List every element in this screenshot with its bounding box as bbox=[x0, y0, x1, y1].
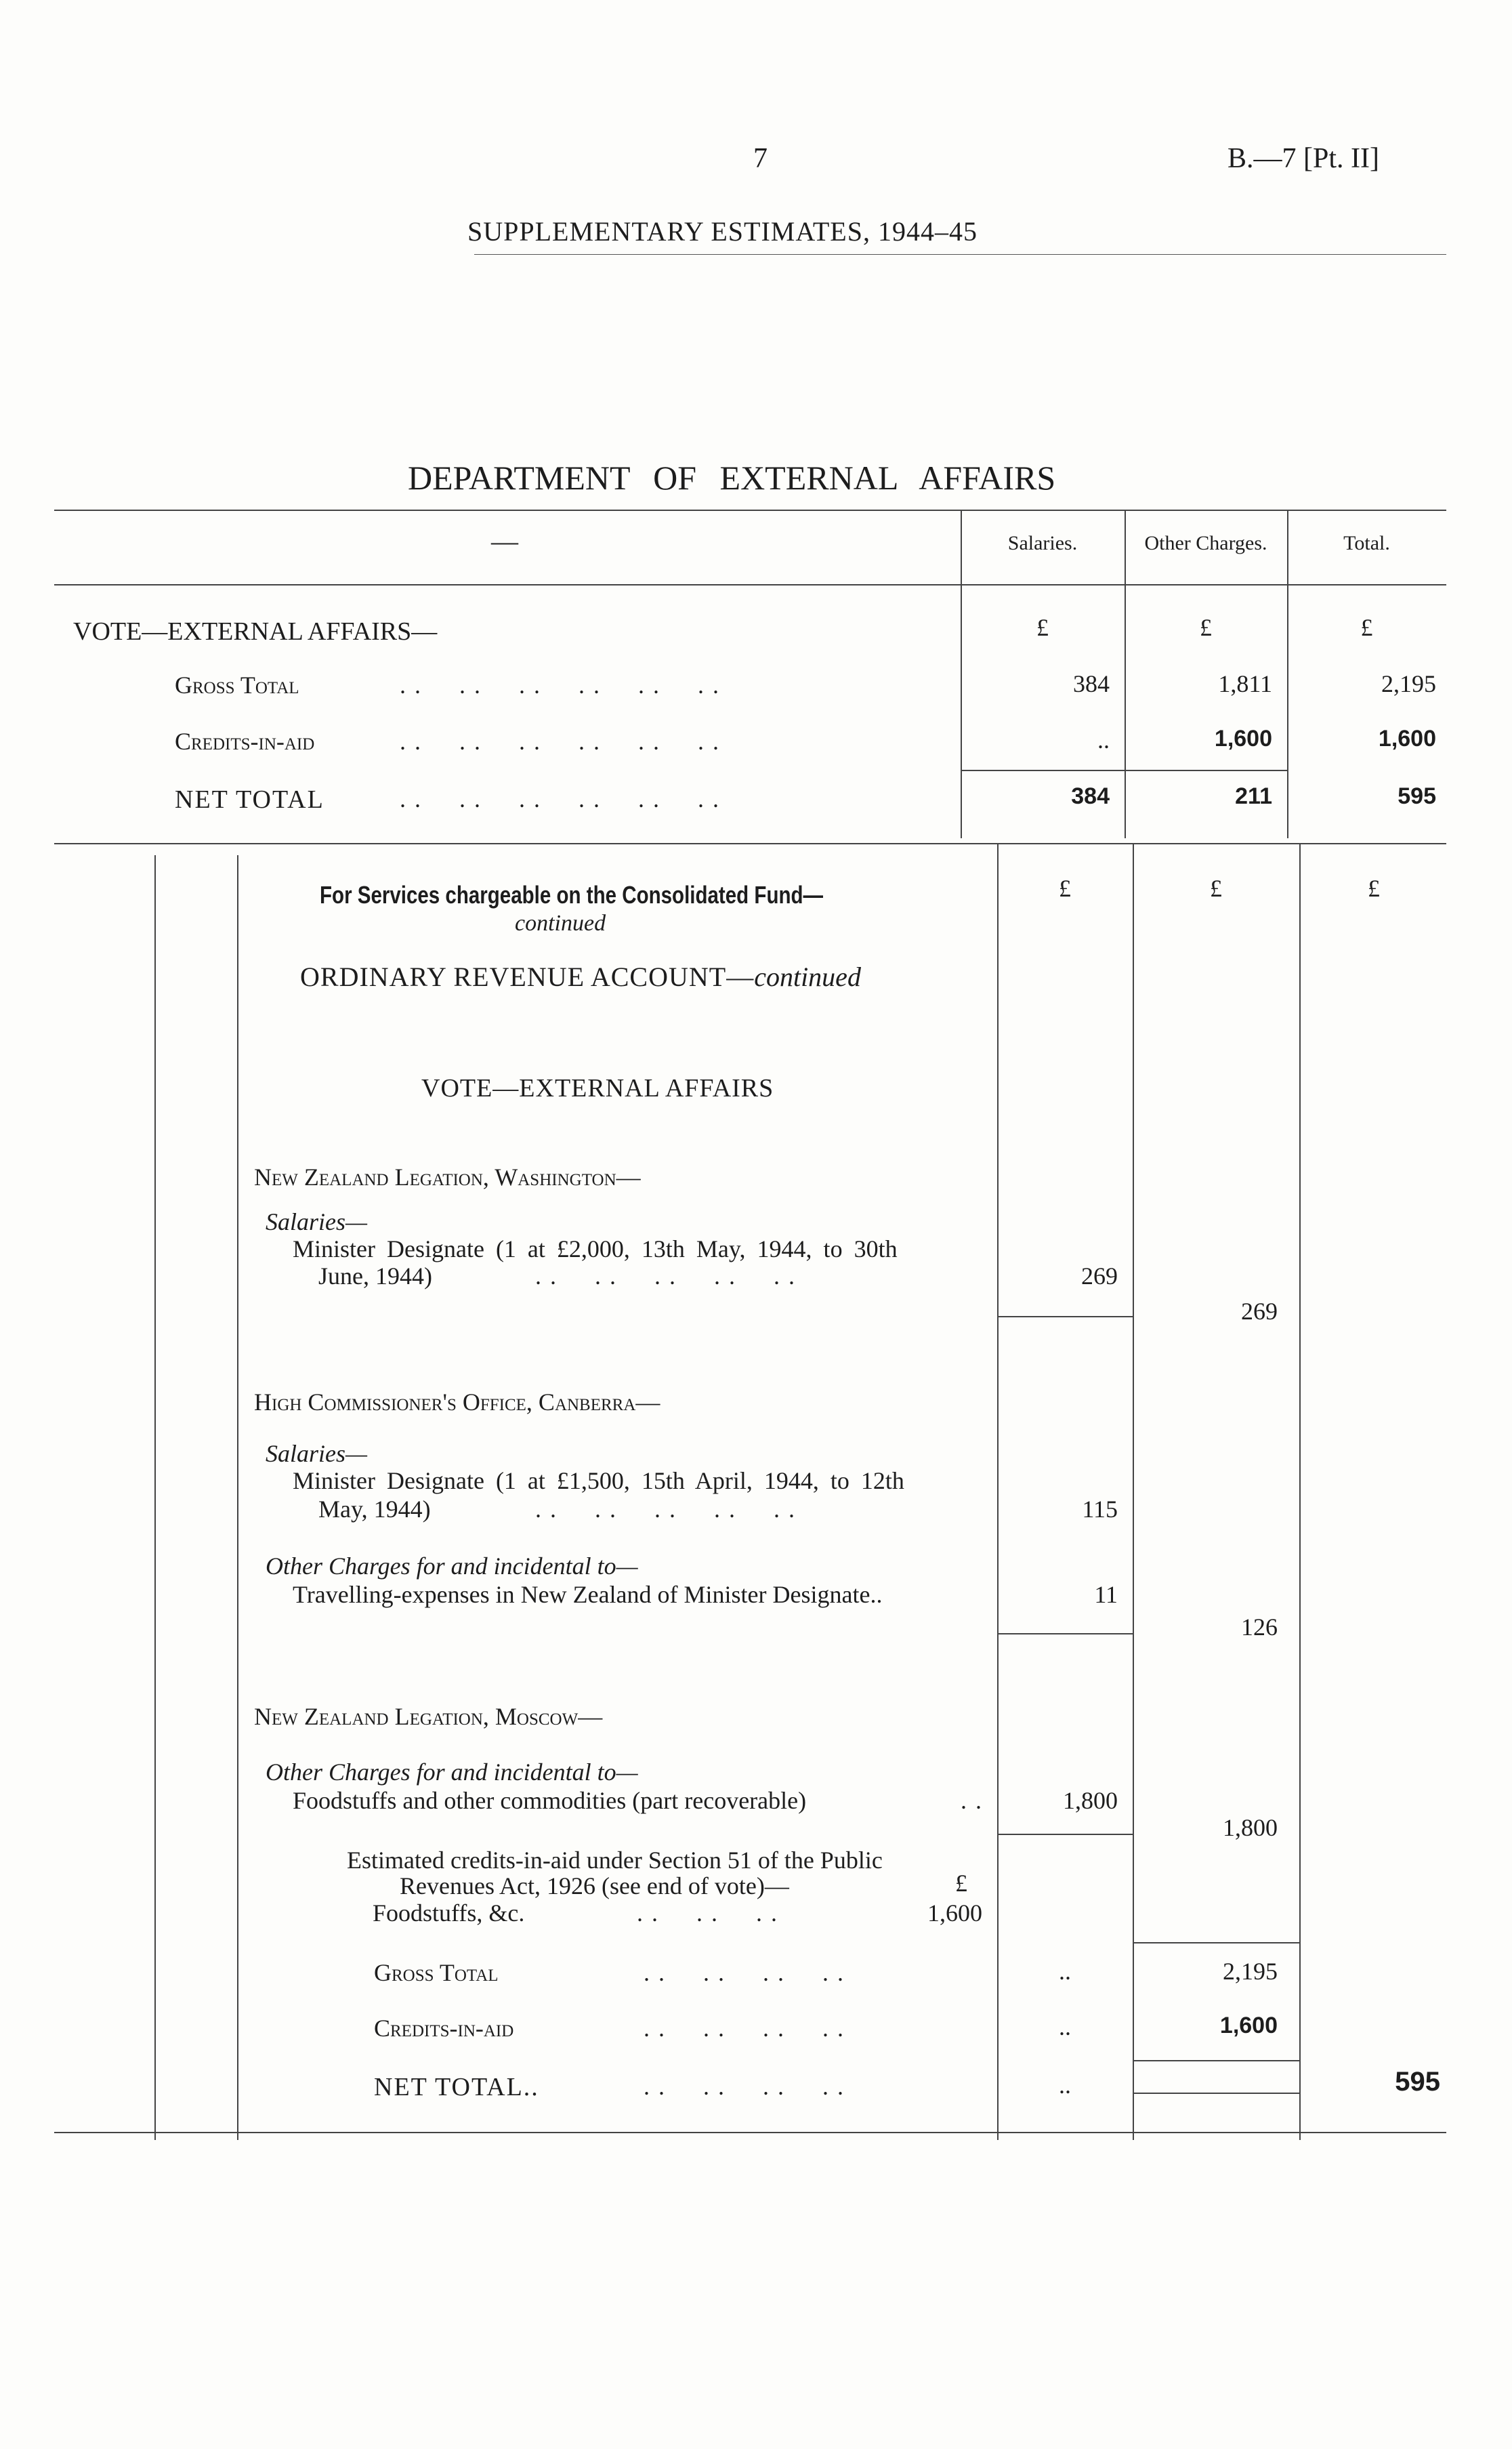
summary-salaries-cell: 384 bbox=[1073, 670, 1110, 697]
account-heading-continued: continued bbox=[754, 962, 861, 992]
summary-row-label: NET TOTAL bbox=[175, 785, 324, 814]
summary-header-other-charges: Other Charges. bbox=[1144, 532, 1267, 554]
summary-top-rule bbox=[54, 510, 1446, 511]
summary-total-cell: 1,600 bbox=[1378, 726, 1436, 752]
page-title: SUPPLEMENTARY ESTIMATES, 1944–45 bbox=[467, 216, 978, 247]
detail-total-label: Gross Total bbox=[374, 1959, 499, 1986]
net-total-lower-rule bbox=[1133, 2093, 1299, 2094]
canberra-item1-line1: Minister Designate (1 at £1,500, 15th April, 1944, to 12th bbox=[293, 1467, 904, 1494]
detail-total-label: Credits-in-aid bbox=[374, 2015, 514, 2042]
leader-dots: . . . . . . . . . . bbox=[535, 1496, 796, 1523]
summary-vote-label: VOTE—EXTERNAL AFFAIRS— bbox=[73, 617, 438, 646]
washington-item-line2: June, 1944) bbox=[318, 1262, 432, 1290]
detail-total-col1: .. bbox=[1059, 1958, 1071, 1985]
moscow-subtotal-rule bbox=[997, 1834, 1133, 1835]
leader-dots: . . . . . . . . bbox=[644, 1959, 845, 1986]
department-title: DEPARTMENT OF EXTERNAL AFFAIRS bbox=[408, 459, 1056, 497]
summary-salaries-cell: 384 bbox=[1071, 783, 1110, 809]
leader-dots: . . . . . . . . . . . . bbox=[400, 785, 720, 812]
detail-total-col2: 2,195 bbox=[1223, 1958, 1278, 1985]
washington-subtotal-rule bbox=[997, 1316, 1133, 1317]
moscow-note-item: Foodstuffs, &c. bbox=[373, 1899, 525, 1927]
detail-col-divider-1 bbox=[997, 843, 999, 2140]
canberra-other-charges-subhead: Other Charges for and incidental to— bbox=[266, 1552, 638, 1580]
washington-salaries-subhead: Salaries— bbox=[266, 1208, 368, 1235]
account-heading bbox=[300, 961, 861, 993]
summary-header-salaries: Salaries. bbox=[1007, 532, 1078, 554]
detail-total-col1: .. bbox=[1059, 2013, 1071, 2040]
summary-bottom-rule bbox=[54, 843, 1446, 844]
detail-currency-col3: £ bbox=[1368, 875, 1380, 902]
section-title-moscow: New Zealand Legation, Moscow— bbox=[254, 1703, 603, 1730]
page-number: 7 bbox=[753, 143, 768, 174]
summary-row-label: Credits-in-aid bbox=[175, 728, 315, 755]
summary-salaries-cell: .. bbox=[1097, 726, 1110, 754]
summary-header-rule bbox=[54, 584, 1446, 585]
detail-col-divider-2 bbox=[1133, 843, 1134, 2140]
leader-dots: . . bbox=[961, 1787, 983, 1814]
canberra-amount-salaries: 115 bbox=[1082, 1496, 1118, 1523]
moscow-amount: 1,800 bbox=[1063, 1787, 1118, 1814]
detail-currency-col2: £ bbox=[1210, 875, 1222, 902]
summary-header-total: Total. bbox=[1343, 532, 1390, 554]
detail-total-col3: 595 bbox=[1395, 2067, 1440, 2097]
detail-bottom-rule bbox=[54, 2132, 1446, 2133]
section-title-canberra: High Commissioner's Office, Canberra— bbox=[254, 1388, 660, 1416]
moscow-other-charges-subhead: Other Charges for and incidental to— bbox=[266, 1758, 638, 1786]
vote-heading: VOTE—EXTERNAL AFFAIRS bbox=[421, 1074, 774, 1103]
canberra-amount-other: 11 bbox=[1094, 1581, 1118, 1608]
summary-total-cell: 595 bbox=[1398, 783, 1436, 809]
moscow-item: Foodstuffs and other commodities (part recoverable) bbox=[293, 1787, 807, 1814]
summary-other-cell: 1,811 bbox=[1218, 670, 1272, 697]
summary-currency-other: £ bbox=[1200, 614, 1212, 641]
leader-dots: . . . . . . . . . . bbox=[535, 1262, 796, 1290]
canberra-salaries-subhead: Salaries— bbox=[266, 1440, 368, 1467]
header-rule bbox=[474, 254, 1446, 255]
leader-dots: . . . . . . . . bbox=[644, 2015, 845, 2042]
section-title-washington: New Zealand Legation, Washington— bbox=[254, 1164, 641, 1191]
summary-currency-salaries: £ bbox=[1036, 614, 1049, 641]
moscow-note-line2: Revenues Act, 1926 (see end of vote)— bbox=[400, 1872, 789, 1899]
leader-dots: . . . . . . bbox=[637, 1899, 778, 1927]
summary-row-label: Gross Total bbox=[175, 672, 299, 699]
summary-total-cell: 2,195 bbox=[1381, 670, 1436, 697]
net-total-upper-rule bbox=[1133, 2060, 1299, 2061]
moscow-note-currency: £ bbox=[955, 1870, 967, 1897]
summary-other-cell: 1,600 bbox=[1214, 726, 1272, 752]
detail-left-margin-2 bbox=[237, 855, 238, 2140]
leader-dots: . . . . . . . . . . . . bbox=[400, 728, 720, 755]
document-reference: B.—7 [Pt. II] bbox=[1227, 143, 1379, 174]
summary-description-header: — bbox=[491, 526, 518, 556]
washington-subtotal: 269 bbox=[1241, 1298, 1278, 1325]
leader-dots: . . . . . . . . . . . . bbox=[400, 672, 720, 699]
canberra-item2: Travelling-expenses in New Zealand of Minister Designate.. bbox=[293, 1581, 883, 1608]
detail-heading-continued: continued bbox=[515, 911, 606, 936]
canberra-subtotal-rule bbox=[997, 1633, 1133, 1634]
detail-col-divider-3 bbox=[1299, 843, 1301, 2140]
washington-item-line1: Minister Designate (1 at £2,000, 13th May, 1944, to 30th bbox=[293, 1235, 898, 1262]
leader-dots: . . . . . . . . bbox=[644, 2073, 845, 2100]
summary-currency-total: £ bbox=[1360, 614, 1373, 641]
detail-total-label: NET TOTAL.. bbox=[374, 2073, 539, 2101]
account-heading-label: ORDINARY REVENUE ACCOUNT— bbox=[300, 962, 755, 992]
canberra-subtotal: 126 bbox=[1241, 1613, 1278, 1641]
totals-rule bbox=[1133, 1942, 1299, 1943]
detail-total-col1: .. bbox=[1059, 2072, 1071, 2099]
moscow-subtotal: 1,800 bbox=[1223, 1814, 1278, 1841]
moscow-note-line1: Estimated credits-in-aid under Section 51 of the Public bbox=[347, 1847, 883, 1874]
detail-heading: For Services chargeable on the Consolidated Fund— bbox=[320, 881, 824, 909]
summary-net-rule bbox=[961, 770, 1287, 771]
washington-amount: 269 bbox=[1081, 1262, 1118, 1290]
detail-currency-col1: £ bbox=[1059, 875, 1071, 902]
detail-total-col2: 1,600 bbox=[1219, 2013, 1278, 2038]
moscow-note-amount: 1,600 bbox=[927, 1899, 982, 1927]
summary-other-cell: 211 bbox=[1235, 783, 1272, 809]
canberra-item1-line2: May, 1944) bbox=[318, 1496, 431, 1523]
detail-left-margin-1 bbox=[154, 855, 156, 2140]
